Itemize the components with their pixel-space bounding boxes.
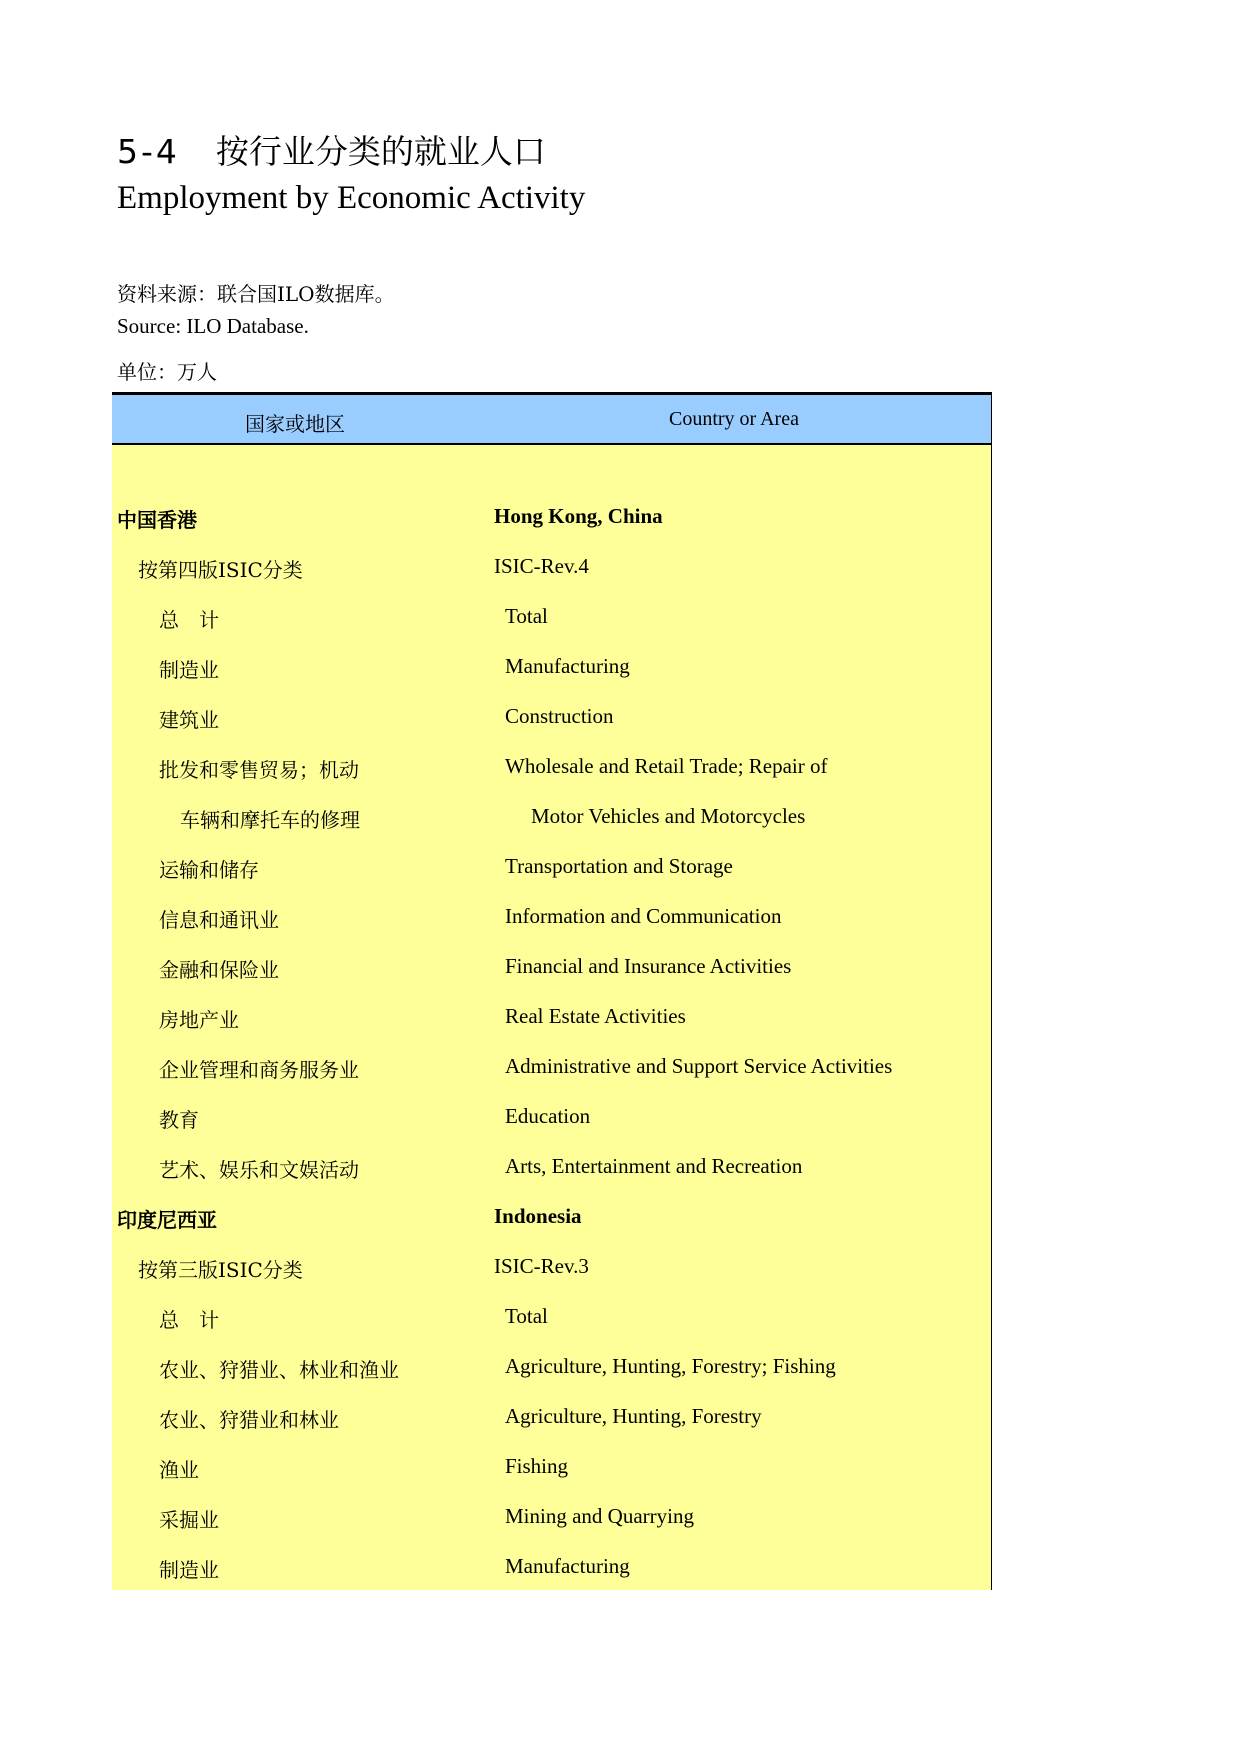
table-row xyxy=(112,1195,991,1245)
row-label-cn: 企业管理和商务服务业 xyxy=(159,1058,359,1082)
row-label-cn: 总 计 xyxy=(159,1308,219,1332)
row-label-en: Wholesale and Retail Trade; Repair of xyxy=(505,754,828,778)
table-row xyxy=(112,895,991,945)
row-label-cn: 教育 xyxy=(159,1108,199,1132)
table-row xyxy=(112,1545,991,1595)
table-row xyxy=(112,545,991,595)
table-row xyxy=(112,1095,991,1145)
row-label-en: Financial and Insurance Activities xyxy=(505,954,792,978)
source-note-en: Source: ILO Database. xyxy=(117,314,309,338)
row-label-cn: 渔业 xyxy=(159,1458,199,1482)
row-label-cn: 金融和保险业 xyxy=(159,958,279,982)
row-label-en: Total xyxy=(505,604,548,628)
header-country-cn: 国家或地区 xyxy=(245,412,345,436)
table-title-cn xyxy=(117,126,546,173)
source-note-cn: 资料来源：联合国ILO数据库。 xyxy=(117,282,395,306)
table-row xyxy=(112,1495,991,1545)
row-label-cn: 艺术、娱乐和文娱活动 xyxy=(159,1158,359,1182)
row-label-en: Real Estate Activities xyxy=(505,1004,686,1028)
row-label-en: Arts, Entertainment and Recreation xyxy=(505,1154,803,1178)
table-row xyxy=(112,595,991,645)
table-row xyxy=(112,745,991,795)
row-label-cn: 房地产业 xyxy=(159,1008,239,1032)
employment-table xyxy=(112,392,992,1590)
row-label-cn: 建筑业 xyxy=(159,708,219,732)
row-label-cn: 农业、狩猎业、林业和渔业 xyxy=(159,1358,399,1382)
row-label-en: Fishing xyxy=(505,1454,569,1478)
table-title-en: Employment by Economic Activity xyxy=(117,180,586,216)
row-label-cn: 按第四版ISIC分类 xyxy=(138,558,303,582)
table-row xyxy=(112,495,991,545)
table-title-cn-text: 按行业分类的就业人口 xyxy=(215,132,546,171)
row-label-en: Indonesia xyxy=(494,1204,582,1228)
row-label-cn: 印度尼西亚 xyxy=(117,1208,217,1232)
table-row xyxy=(112,945,991,995)
row-label-cn: 车辆和摩托车的修理 xyxy=(180,808,360,832)
table-row xyxy=(112,1395,991,1445)
row-label-en: Transportation and Storage xyxy=(505,854,733,878)
row-label-en: Information and Communication xyxy=(505,904,782,928)
row-label-cn: 信息和通讯业 xyxy=(159,908,279,932)
row-label-cn: 总 计 xyxy=(159,608,219,632)
table-row xyxy=(112,845,991,895)
table-row xyxy=(112,1045,991,1095)
row-label-en: Education xyxy=(505,1104,591,1128)
row-label-en: Manufacturing xyxy=(505,1554,630,1578)
header-country-en: Country or Area xyxy=(669,408,799,430)
row-label-en: ISIC-Rev.4 xyxy=(494,554,589,578)
table-row xyxy=(112,645,991,695)
table-body xyxy=(112,445,991,1590)
row-label-cn: 制造业 xyxy=(159,658,219,682)
row-label-en: Total xyxy=(505,1304,548,1328)
table-row xyxy=(112,1145,991,1195)
table-row xyxy=(112,995,991,1045)
table-row xyxy=(112,1345,991,1395)
table-row xyxy=(112,1245,991,1295)
row-label-cn: 中国香港 xyxy=(117,508,197,532)
table-number: 5-4 xyxy=(117,132,180,171)
row-label-en: Manufacturing xyxy=(505,654,630,678)
row-label-cn: 运输和储存 xyxy=(159,858,259,882)
table-header-row xyxy=(112,395,991,445)
table-row xyxy=(112,1295,991,1345)
row-label-en: ISIC-Rev.3 xyxy=(494,1254,589,1278)
row-label-en: Agriculture, Hunting, Forestry; Fishing xyxy=(505,1354,836,1378)
table-row xyxy=(112,1445,991,1495)
unit-note: 单位：万人 xyxy=(117,360,217,384)
row-label-cn: 按第三版ISIC分类 xyxy=(138,1258,303,1282)
row-label-en: Motor Vehicles and Motorcycles xyxy=(531,804,806,828)
table-row xyxy=(112,695,991,745)
row-label-en: Administrative and Support Service Activities xyxy=(505,1054,893,1078)
row-label-cn: 制造业 xyxy=(159,1558,219,1582)
row-label-cn: 农业、狩猎业和林业 xyxy=(159,1408,339,1432)
row-label-en: Agriculture, Hunting, Forestry xyxy=(505,1404,762,1428)
row-label-cn: 采掘业 xyxy=(159,1508,219,1532)
row-label-cn: 批发和零售贸易；机动 xyxy=(159,758,359,782)
row-label-en: Hong Kong, China xyxy=(494,504,663,528)
table-row xyxy=(112,795,991,845)
row-label-en: Construction xyxy=(505,704,614,728)
row-label-en: Mining and Quarrying xyxy=(505,1504,694,1528)
